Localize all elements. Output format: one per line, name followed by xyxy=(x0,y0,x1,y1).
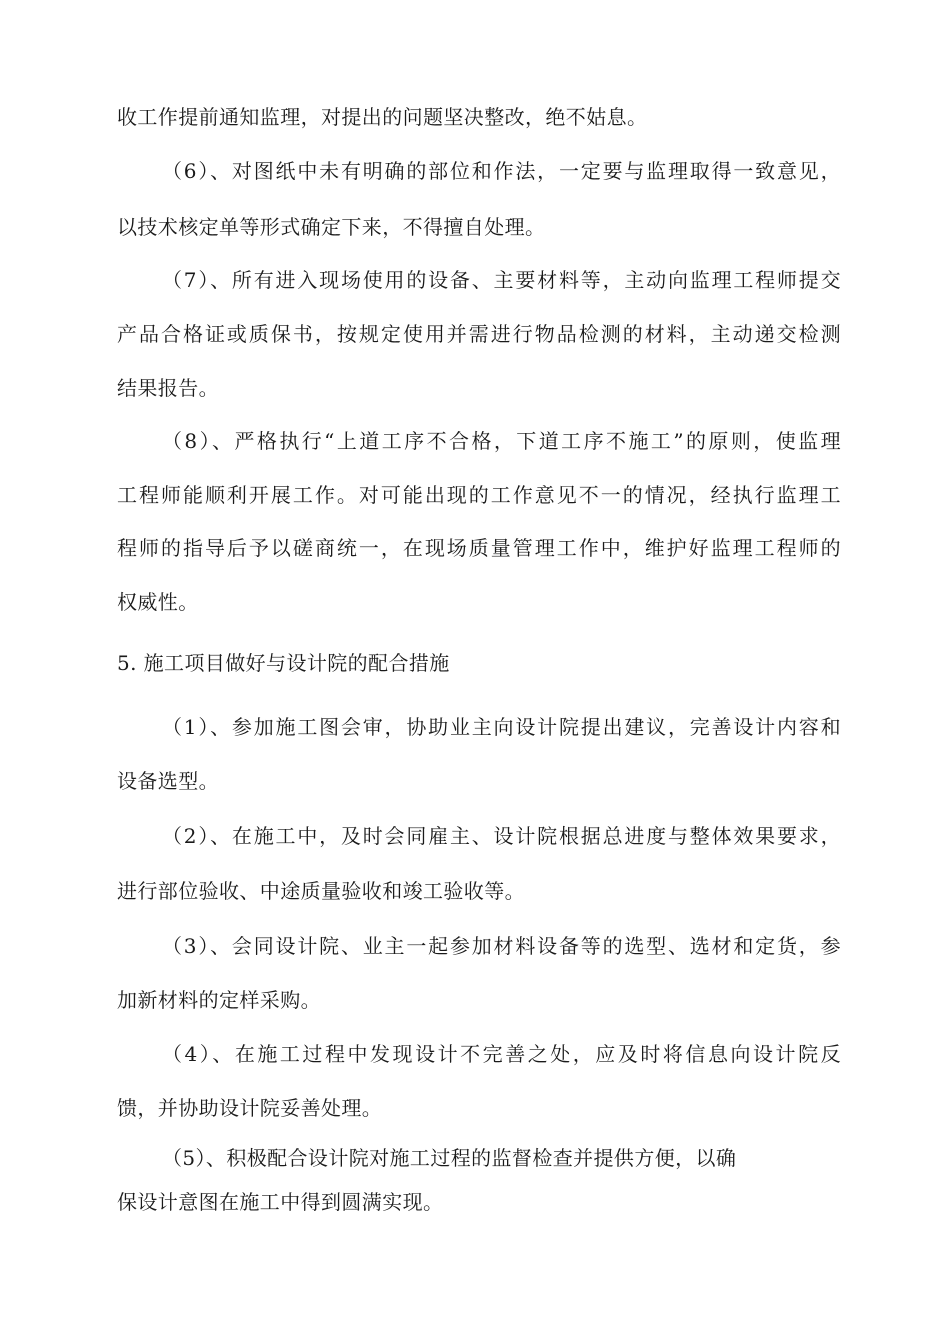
text-line-1: 收工作提前通知监理，对提出的问题坚决整改，绝不姑息。 xyxy=(117,105,648,129)
item-8-line-1: （8）、严格执行“上道工序不合格，下道工序不施工”的原则，使监理 xyxy=(162,429,841,453)
sec5-item-3-line-1: （3）、会同设计院、业主一起参加材料设备等的选型、选材和定货，参 xyxy=(162,934,841,958)
item-6-line-2: 以技术核定单等形式确定下来，不得擅自处理。 xyxy=(117,215,546,239)
sec5-item-2-line-2: 进行部位验收、中途质量验收和竣工验收等。 xyxy=(117,879,525,903)
item-8-line-2: 工程师能顺利开展工作。对可能出现的工作意见不一的情况，经执行监理工 xyxy=(117,483,841,507)
item-8-line-3: 程师的指导后予以磋商统一，在现场质量管理工作中，维护好监理工程师的 xyxy=(117,536,841,560)
sec5-item-3-line-2: 加新材料的定样采购。 xyxy=(117,988,321,1012)
sec5-item-2-line-1: （2）、在施工中，及时会同雇主、设计院根据总进度与整体效果要求， xyxy=(162,824,841,848)
item-7-line-3: 结果报告。 xyxy=(117,376,219,400)
sec5-item-1-line-1: （1）、参加施工图会审，协助业主向设计院提出建议，完善设计内容和 xyxy=(162,715,841,739)
sec5-item-5-line-1: （5）、积极配合设计院对施工过程的监督检查并提供方便，以确 xyxy=(162,1146,737,1170)
sec5-item-4-line-1: （4）、在施工过程中发现设计不完善之处，应及时将信息向设计院反 xyxy=(162,1042,841,1066)
sec5-item-1-line-2: 设备选型。 xyxy=(117,769,219,793)
item-7-line-1: （7）、所有进入现场使用的设备、主要材料等，主动向监理工程师提交 xyxy=(162,268,841,292)
item-6-line-1: （6）、对图纸中未有明确的部位和作法，一定要与监理取得一致意见， xyxy=(162,159,841,183)
sec5-item-4-line-2: 馈，并协助设计院妥善处理。 xyxy=(117,1096,383,1120)
item-7-line-2: 产品合格证或质保书，按规定使用并需进行物品检测的材料，主动递交检测 xyxy=(117,322,841,346)
sec5-item-5-line-2: 保设计意图在施工中得到圆满实现。 xyxy=(117,1190,444,1214)
item-8-line-4: 权威性。 xyxy=(117,590,199,614)
section-5-heading: 5. 施工项目做好与设计院的配合措施 xyxy=(117,651,450,675)
